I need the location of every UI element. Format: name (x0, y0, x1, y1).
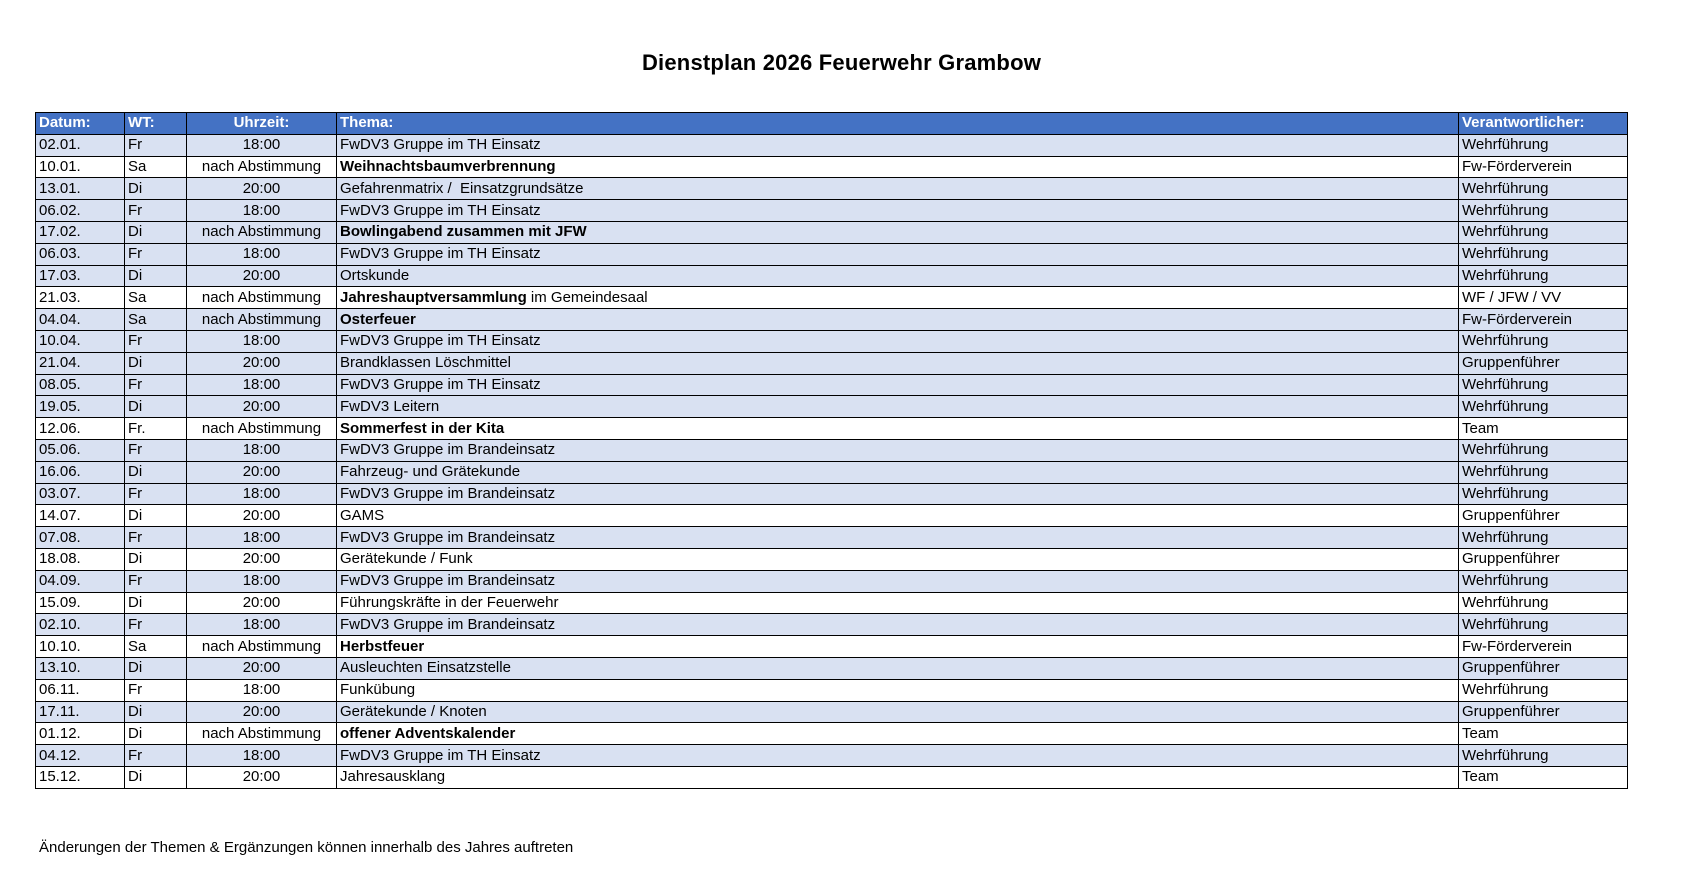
schedule-table (35, 112, 1628, 789)
table-row (36, 527, 1628, 549)
cell-date: 12.06. (36, 418, 125, 440)
cell-topic (337, 309, 1459, 331)
table-header-row (36, 113, 1628, 135)
cell-weekday: Fr (125, 200, 187, 222)
table-row (36, 265, 1628, 287)
cell-weekday: Di (125, 657, 187, 679)
table-row (36, 134, 1628, 156)
cell-weekday: Di (125, 505, 187, 527)
cell-time: 18:00 (187, 134, 337, 156)
cell-time: nach Abstimmung (187, 723, 337, 745)
cell-date: 16.06. (36, 461, 125, 483)
cell-date: 10.01. (36, 156, 125, 178)
topic-text: FwDV3 Gruppe im TH Einsatz (340, 375, 541, 393)
topic-text: FwDV3 Gruppe im Brandeinsatz (340, 441, 556, 459)
cell-weekday: Fr (125, 483, 187, 505)
cell-time: 18:00 (187, 439, 337, 461)
cell-topic (337, 178, 1459, 200)
cell-topic (337, 723, 1459, 745)
topic-text: FwDV3 Gruppe im Brandeinsatz (340, 572, 556, 590)
cell-date: 21.03. (36, 287, 125, 309)
cell-responsible: Wehrführung (1459, 265, 1628, 287)
topic-text: FwDV3 Gruppe im TH Einsatz (340, 746, 541, 764)
topic-text: Ortskunde (340, 266, 410, 284)
table-row (36, 461, 1628, 483)
cell-date: 17.02. (36, 221, 125, 243)
table-row (36, 548, 1628, 570)
cell-topic (337, 657, 1459, 679)
cell-topic (337, 614, 1459, 636)
cell-date: 10.04. (36, 330, 125, 352)
cell-time: 18:00 (187, 374, 337, 396)
cell-weekday: Di (125, 592, 187, 614)
table-row (36, 374, 1628, 396)
table-body (36, 134, 1628, 788)
cell-weekday: Di (125, 766, 187, 788)
cell-time: 18:00 (187, 614, 337, 636)
cell-time: nach Abstimmung (187, 287, 337, 309)
page-title: Dienstplan 2026 Feuerwehr Grambow (641, 50, 1042, 75)
table-row (36, 178, 1628, 200)
cell-topic (337, 374, 1459, 396)
cell-weekday: Di (125, 548, 187, 570)
cell-time: 18:00 (187, 570, 337, 592)
table-row (36, 309, 1628, 331)
topic-text: Ausleuchten Einsatzstelle (340, 659, 511, 677)
header-time: Uhrzeit: (187, 113, 337, 135)
cell-time: 20:00 (187, 178, 337, 200)
cell-time: nach Abstimmung (187, 418, 337, 440)
topic-highlight: Weihnachtsbaumverbrennung (340, 157, 556, 175)
table-row (36, 701, 1628, 723)
cell-weekday: Fr (125, 614, 187, 636)
table-row (36, 200, 1628, 222)
cell-date: 07.08. (36, 527, 125, 549)
topic-text: Brandklassen Löschmittel (340, 354, 511, 372)
topic-text: Gerätekunde / Knoten (340, 702, 487, 720)
footnote: Änderungen der Themen & Ergänzungen können innerhalb des Jahres auftreten (39, 839, 574, 856)
topic-highlight: offener Adventskalender (340, 724, 516, 742)
table-row (36, 221, 1628, 243)
cell-weekday: Di (125, 461, 187, 483)
cell-responsible: Gruppenführer (1459, 352, 1628, 374)
cell-topic (337, 592, 1459, 614)
table-row (36, 243, 1628, 265)
cell-time: 20:00 (187, 265, 337, 287)
cell-date: 21.04. (36, 352, 125, 374)
topic-highlight: Sommerfest in der Kita (340, 419, 505, 437)
table-row (36, 766, 1628, 788)
cell-date: 02.01. (36, 134, 125, 156)
cell-topic (337, 483, 1459, 505)
table-row (36, 352, 1628, 374)
cell-time: 20:00 (187, 766, 337, 788)
cell-responsible: Wehrführung (1459, 178, 1628, 200)
cell-date: 04.12. (36, 745, 125, 767)
cell-date: 02.10. (36, 614, 125, 636)
table-row (36, 439, 1628, 461)
topic-text: FwDV3 Gruppe im Brandeinsatz (340, 528, 556, 546)
cell-weekday: Fr (125, 134, 187, 156)
cell-weekday: Sa (125, 287, 187, 309)
cell-responsible: Wehrführung (1459, 461, 1628, 483)
table-row (36, 396, 1628, 418)
cell-responsible: Wehrführung (1459, 570, 1628, 592)
topic-text: Gefahrenmatrix / Einsatzgrundsätze (340, 179, 584, 197)
cell-date: 04.09. (36, 570, 125, 592)
cell-responsible: Wehrführung (1459, 396, 1628, 418)
cell-responsible: Wehrführung (1459, 374, 1628, 396)
cell-topic (337, 221, 1459, 243)
cell-date: 13.01. (36, 178, 125, 200)
table-row (36, 614, 1628, 636)
cell-responsible: WF / JFW / VV (1459, 287, 1628, 309)
cell-date: 15.09. (36, 592, 125, 614)
cell-weekday: Fr (125, 243, 187, 265)
cell-time: 18:00 (187, 679, 337, 701)
cell-date: 17.03. (36, 265, 125, 287)
cell-time: 20:00 (187, 505, 337, 527)
cell-topic (337, 766, 1459, 788)
cell-responsible: Wehrführung (1459, 243, 1628, 265)
cell-topic (337, 243, 1459, 265)
cell-time: 18:00 (187, 483, 337, 505)
cell-topic (337, 134, 1459, 156)
cell-weekday: Sa (125, 309, 187, 331)
cell-weekday: Sa (125, 636, 187, 658)
cell-responsible: Gruppenführer (1459, 701, 1628, 723)
cell-time: 18:00 (187, 527, 337, 549)
topic-text: Führungskräfte in der Feuerwehr (340, 593, 559, 611)
cell-date: 08.05. (36, 374, 125, 396)
table-row (36, 505, 1628, 527)
cell-date: 18.08. (36, 548, 125, 570)
cell-time: 18:00 (187, 745, 337, 767)
cell-time: 20:00 (187, 396, 337, 418)
cell-responsible: Wehrführung (1459, 134, 1628, 156)
topic-text: FwDV3 Gruppe im Brandeinsatz (340, 484, 556, 502)
cell-topic (337, 200, 1459, 222)
cell-topic (337, 570, 1459, 592)
cell-responsible: Wehrführung (1459, 679, 1628, 701)
table-row (36, 418, 1628, 440)
header-weekday: WT: (125, 113, 187, 135)
topic-highlight: Jahreshauptversammlung (340, 288, 527, 306)
header-responsible: Verantwortlicher: (1459, 113, 1628, 135)
cell-topic (337, 156, 1459, 178)
cell-weekday: Di (125, 221, 187, 243)
cell-time: nach Abstimmung (187, 309, 337, 331)
cell-topic (337, 679, 1459, 701)
topic-highlight: Bowlingabend zusammen mit JFW (340, 223, 587, 241)
table-row (36, 330, 1628, 352)
cell-responsible: Wehrführung (1459, 745, 1628, 767)
cell-date: 15.12. (36, 766, 125, 788)
cell-weekday: Fr (125, 527, 187, 549)
cell-weekday: Fr (125, 439, 187, 461)
cell-topic (337, 330, 1459, 352)
cell-responsible: Team (1459, 723, 1628, 745)
table-row (36, 570, 1628, 592)
cell-topic (337, 265, 1459, 287)
cell-date: 14.07. (36, 505, 125, 527)
cell-time: nach Abstimmung (187, 156, 337, 178)
topic-text: Fahrzeug- und Grätekunde (340, 463, 521, 481)
table-row (36, 657, 1628, 679)
cell-responsible: Fw-Förderverein (1459, 636, 1628, 658)
cell-topic (337, 701, 1459, 723)
cell-weekday: Fr (125, 570, 187, 592)
cell-topic (337, 527, 1459, 549)
cell-time: nach Abstimmung (187, 221, 337, 243)
cell-time: 18:00 (187, 243, 337, 265)
topic-highlight: Herbstfeuer (340, 637, 425, 655)
table-row (36, 679, 1628, 701)
topic-text: Gerätekunde / Funk (340, 550, 473, 568)
cell-time: nach Abstimmung (187, 636, 337, 658)
cell-weekday: Fr (125, 330, 187, 352)
cell-weekday: Fr (125, 679, 187, 701)
cell-responsible: Gruppenführer (1459, 548, 1628, 570)
cell-weekday: Di (125, 265, 187, 287)
cell-weekday: Fr (125, 745, 187, 767)
topic-text: FwDV3 Gruppe im TH Einsatz (340, 136, 541, 154)
cell-weekday: Di (125, 701, 187, 723)
cell-topic (337, 461, 1459, 483)
cell-responsible: Team (1459, 418, 1628, 440)
topic-highlight: Osterfeuer (340, 310, 416, 328)
cell-topic (337, 396, 1459, 418)
cell-responsible: Gruppenführer (1459, 657, 1628, 679)
cell-time: 20:00 (187, 592, 337, 614)
cell-time: 20:00 (187, 701, 337, 723)
cell-responsible: Wehrführung (1459, 527, 1628, 549)
cell-responsible: Wehrführung (1459, 614, 1628, 636)
cell-date: 06.02. (36, 200, 125, 222)
header-date: Datum: (36, 113, 125, 135)
cell-date: 05.06. (36, 439, 125, 461)
cell-responsible: Team (1459, 766, 1628, 788)
cell-responsible: Wehrführung (1459, 483, 1628, 505)
cell-date: 03.07. (36, 483, 125, 505)
cell-topic (337, 418, 1459, 440)
cell-weekday: Di (125, 178, 187, 200)
cell-responsible: Wehrführung (1459, 200, 1628, 222)
cell-time: 18:00 (187, 200, 337, 222)
cell-topic (337, 548, 1459, 570)
cell-date: 13.10. (36, 657, 125, 679)
topic-text: FwDV3 Leitern (340, 397, 440, 415)
cell-responsible: Wehrführung (1459, 330, 1628, 352)
cell-date: 17.11. (36, 701, 125, 723)
cell-date: 06.03. (36, 243, 125, 265)
table-row (36, 483, 1628, 505)
cell-responsible: Fw-Förderverein (1459, 309, 1628, 331)
cell-responsible: Fw-Förderverein (1459, 156, 1628, 178)
cell-time: 18:00 (187, 330, 337, 352)
topic-text: GAMS (340, 506, 385, 524)
topic-text: Funkübung (340, 681, 416, 699)
topic-text: Jahresausklang (340, 768, 446, 786)
table-row (36, 723, 1628, 745)
cell-weekday: Fr. (125, 418, 187, 440)
topic-text: FwDV3 Gruppe im TH Einsatz (340, 332, 541, 350)
cell-responsible: Wehrführung (1459, 592, 1628, 614)
cell-date: 04.04. (36, 309, 125, 331)
cell-date: 06.11. (36, 679, 125, 701)
header-topic: Thema: (337, 113, 1459, 135)
topic-suffix: im Gemeindesaal (526, 288, 648, 306)
table-row (36, 287, 1628, 309)
cell-topic (337, 439, 1459, 461)
cell-topic (337, 745, 1459, 767)
cell-topic (337, 287, 1459, 309)
cell-weekday: Di (125, 352, 187, 374)
table-row (36, 156, 1628, 178)
cell-weekday: Fr (125, 374, 187, 396)
cell-date: 10.10. (36, 636, 125, 658)
table-row (36, 745, 1628, 767)
cell-date: 19.05. (36, 396, 125, 418)
topic-text: FwDV3 Gruppe im TH Einsatz (340, 201, 541, 219)
cell-date: 01.12. (36, 723, 125, 745)
cell-time: 20:00 (187, 657, 337, 679)
table-row (36, 592, 1628, 614)
table-row (36, 636, 1628, 658)
topic-text: FwDV3 Gruppe im TH Einsatz (340, 245, 541, 263)
cell-time: 20:00 (187, 461, 337, 483)
cell-responsible: Wehrführung (1459, 439, 1628, 461)
cell-time: 20:00 (187, 548, 337, 570)
topic-text: FwDV3 Gruppe im Brandeinsatz (340, 615, 556, 633)
cell-weekday: Di (125, 723, 187, 745)
cell-weekday: Di (125, 396, 187, 418)
cell-responsible: Gruppenführer (1459, 505, 1628, 527)
cell-time: 20:00 (187, 352, 337, 374)
cell-topic (337, 352, 1459, 374)
cell-responsible: Wehrführung (1459, 221, 1628, 243)
cell-topic (337, 636, 1459, 658)
cell-weekday: Sa (125, 156, 187, 178)
cell-topic (337, 505, 1459, 527)
